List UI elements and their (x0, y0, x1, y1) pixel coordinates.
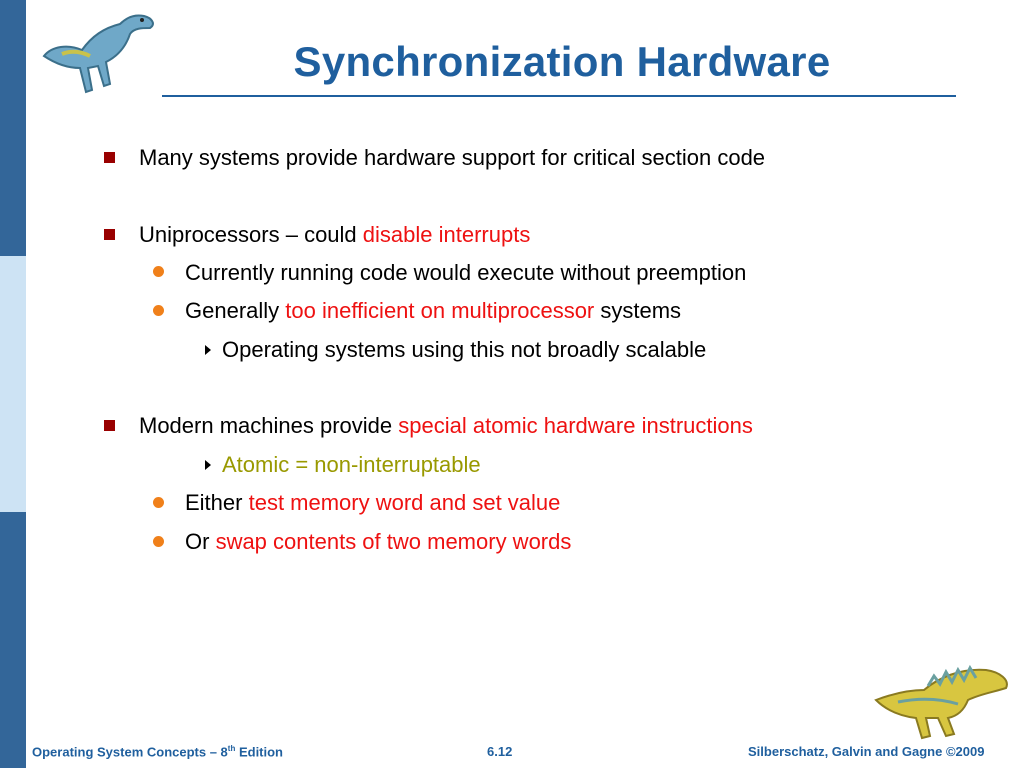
dinosaur-icon (868, 660, 1018, 740)
circle-bullet-icon (153, 536, 164, 547)
footer-copyright: Silberschatz, Galvin and Gagne ©2009 (748, 744, 985, 759)
slide-title: Synchronization Hardware (293, 38, 831, 85)
bullet-line: Generally too inefficient on multiprocessor systems (185, 298, 682, 323)
bullet-line: Modern machines provide special atomic hardware instructions (139, 413, 753, 438)
bullet-line: Currently running code would execute without preemption (185, 260, 747, 285)
bullet-line: Either test memory word and set value (185, 490, 561, 515)
circle-bullet-icon (153, 266, 164, 277)
square-bullet-icon (104, 152, 115, 163)
bullet-line: Atomic = non-interruptable (222, 452, 481, 477)
arrow-bullet-icon (205, 460, 211, 470)
square-bullet-icon (104, 229, 115, 240)
footer-book-title: Operating System Concepts – 8th Edition (32, 744, 284, 760)
circle-bullet-icon (153, 305, 164, 316)
bullet-line: Uniprocessors – could disable interrupts (139, 222, 531, 247)
footer-slide-number: 6.12 (487, 744, 513, 759)
arrow-bullet-icon (205, 345, 211, 355)
bullet-line: Or swap contents of two memory words (185, 529, 572, 554)
bullet-line: Operating systems using this not broadly scalable (222, 337, 707, 362)
square-bullet-icon (104, 420, 115, 431)
bullet-line: Many systems provide hardware support for critical section code (139, 145, 766, 170)
circle-bullet-icon (153, 497, 164, 508)
